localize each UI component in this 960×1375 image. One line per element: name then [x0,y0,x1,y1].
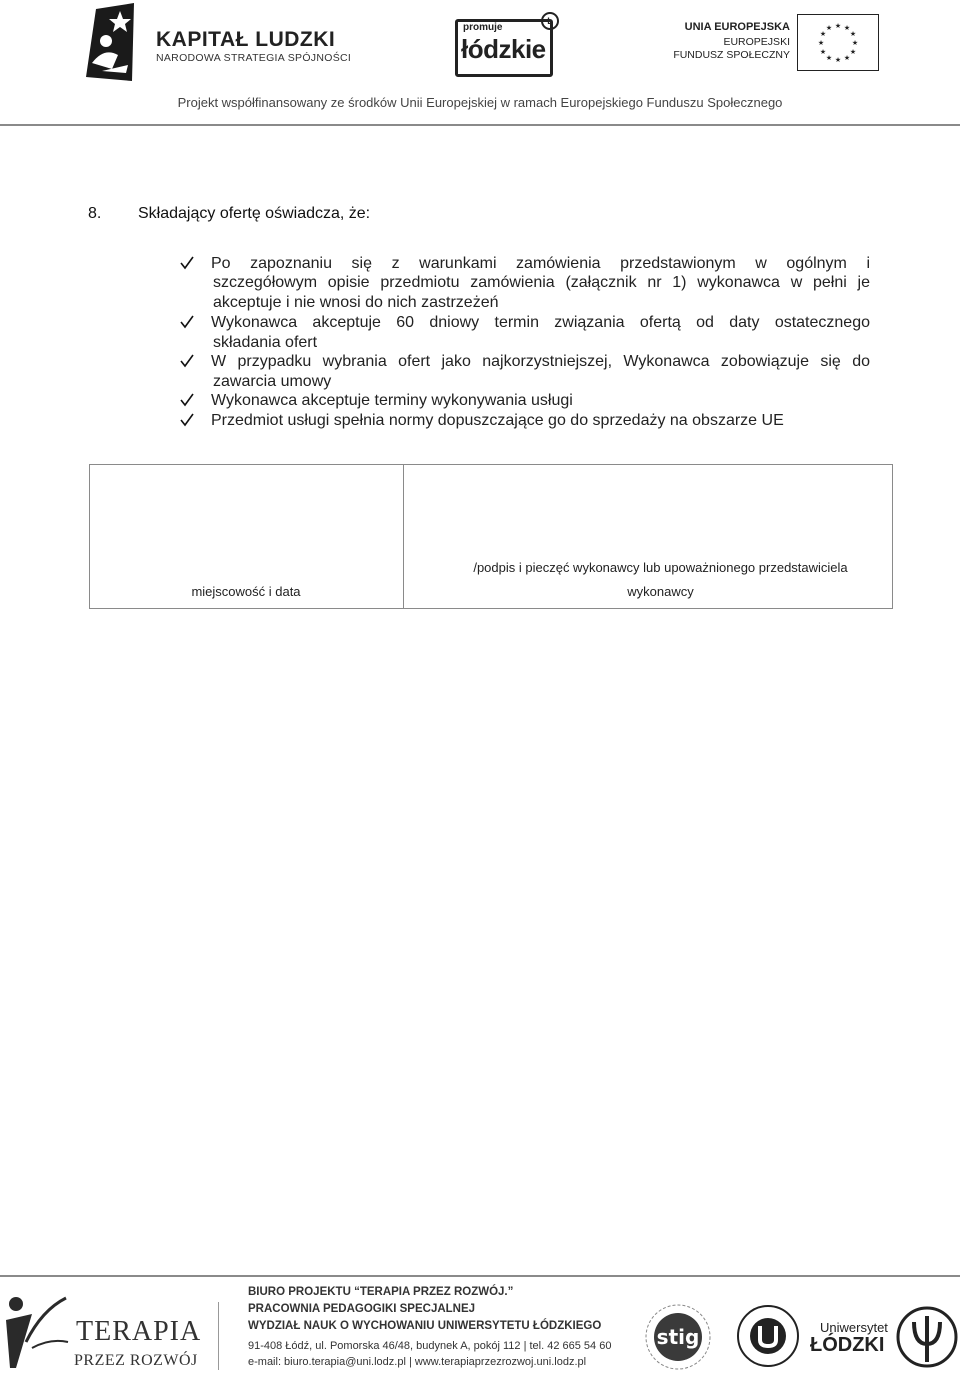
svg-text:★: ★ [849,48,857,56]
project-cofinancing-line: Projekt współfinansowany ze środków Unii Europejskiej w ramach Europejskiego Funduszu Społecznego [177,95,783,110]
checkmark-icon [180,354,194,368]
office-line-1: BIURO PROJEKTU “TERAPIA PRZEZ ROZWÓJ.” [248,1286,514,1298]
statement-2-line-1: Wykonawca akceptuje 60 dniowy termin związania ofertą od daty ostatecznego [211,314,870,331]
header-divider [0,124,960,126]
kapital-ludzki-title: KAPITAŁ LUDZKI [156,28,336,51]
ue-label-line1: UNIA EUROPEJSKA [684,21,790,33]
signature-caption-line2: wykonawcy [627,584,694,599]
ue-label-line2: EUROPEJSKI [723,36,790,48]
kapital-ludzki-logo-mark [82,3,138,83]
stig-logo [632,1302,724,1372]
svg-text:★: ★ [825,54,833,62]
university-seal-icon [736,1302,800,1370]
promuje-badge: Ł [541,12,559,30]
statement-1-line-2: szczegółowym opisie przedmiotu zamówienia (załącznik nr 1) wykonawca w pełni je [213,274,870,291]
checkmark-icon [180,413,194,427]
svg-text:★: ★ [843,24,851,32]
statement-5-line-1: Przedmiot usługi spełnia normy dopuszczające go do sprzedaży na obszarze UE [211,412,784,429]
svg-text:★: ★ [834,56,842,64]
svg-text:★: ★ [825,24,833,32]
checkmark-icon [180,256,194,270]
ue-label-line3: FUNDUSZ SPOŁECZNY [673,49,790,61]
university-name: ŁÓDZKI [810,1334,885,1356]
svg-text:★: ★ [851,39,859,47]
statement-1-line-1: Po zapoznaniu się z warunkami zamówienia przedstawionym w ogólnym i [211,255,870,272]
place-date-label: miejscowość i data [191,584,301,599]
footer-separator [218,1302,219,1370]
svg-text:★: ★ [817,39,825,47]
statement-3-line-2: zawarcia umowy [213,373,332,390]
psi-emblem-icon [896,1302,958,1372]
svg-text:★: ★ [819,30,827,38]
statement-4-line-1: Wykonawca akceptuje terminy wykonywania usługi [211,392,573,409]
svg-text:★: ★ [843,54,851,62]
office-line-3: WYDZIAŁ NAUK O WYCHOWANIU UNIWERSYTETU ŁÓDZKIEGO [248,1320,602,1332]
office-line-2: PRACOWNIA PEDAGOGIKI SPECJALNEJ [248,1303,476,1315]
office-contact: e-mail: biuro.terapia@uni.lodz.pl | www.terapiaprzezrozwoj.uni.lodz.pl [248,1356,587,1368]
checkmark-icon [180,315,194,329]
statement-3-line-1: W przypadku wybrania ofert jako najkorzystniejszej, Wykonawca zobowiązuje się do [211,353,870,370]
section-number: 8. [88,205,102,222]
section-title: Składający ofertę oświadcza, że: [138,205,371,222]
promuje-label: promuje [463,22,503,33]
kapital-ludzki-subtitle: NARODOWA STRATEGIA SPÓJNOŚCI [156,52,352,64]
terapia-logo-mark [2,1290,74,1370]
svg-text:★: ★ [849,30,857,38]
university-label: Uniwersytet [820,1320,888,1335]
svg-text:★: ★ [834,22,842,30]
office-address: 91-408 Łódź, ul. Pomorska 46/48, budynek A, pokój 112 | tel. 42 665 54 60 [248,1340,612,1352]
lodzkie-label: łódzkie [461,34,546,64]
terapia-title: TERAPIA [76,1316,202,1347]
footer-divider [0,1275,960,1277]
statement-1-line-3: akceptuje i nie wnosi do nich zastrzeżeń [213,294,499,311]
svg-text:★: ★ [819,48,827,56]
svg-text:stig: stig [656,1325,700,1349]
signature-caption-line1: /podpis i pieczęć wykonawcy lub upoważnionego przedstawiciela [473,560,848,575]
eu-flag-icon [797,14,879,71]
checkmark-icon [180,393,194,407]
statement-2-line-2: składania ofert [213,334,318,351]
terapia-subtitle: PRZEZ ROZWÓJ [74,1352,198,1369]
